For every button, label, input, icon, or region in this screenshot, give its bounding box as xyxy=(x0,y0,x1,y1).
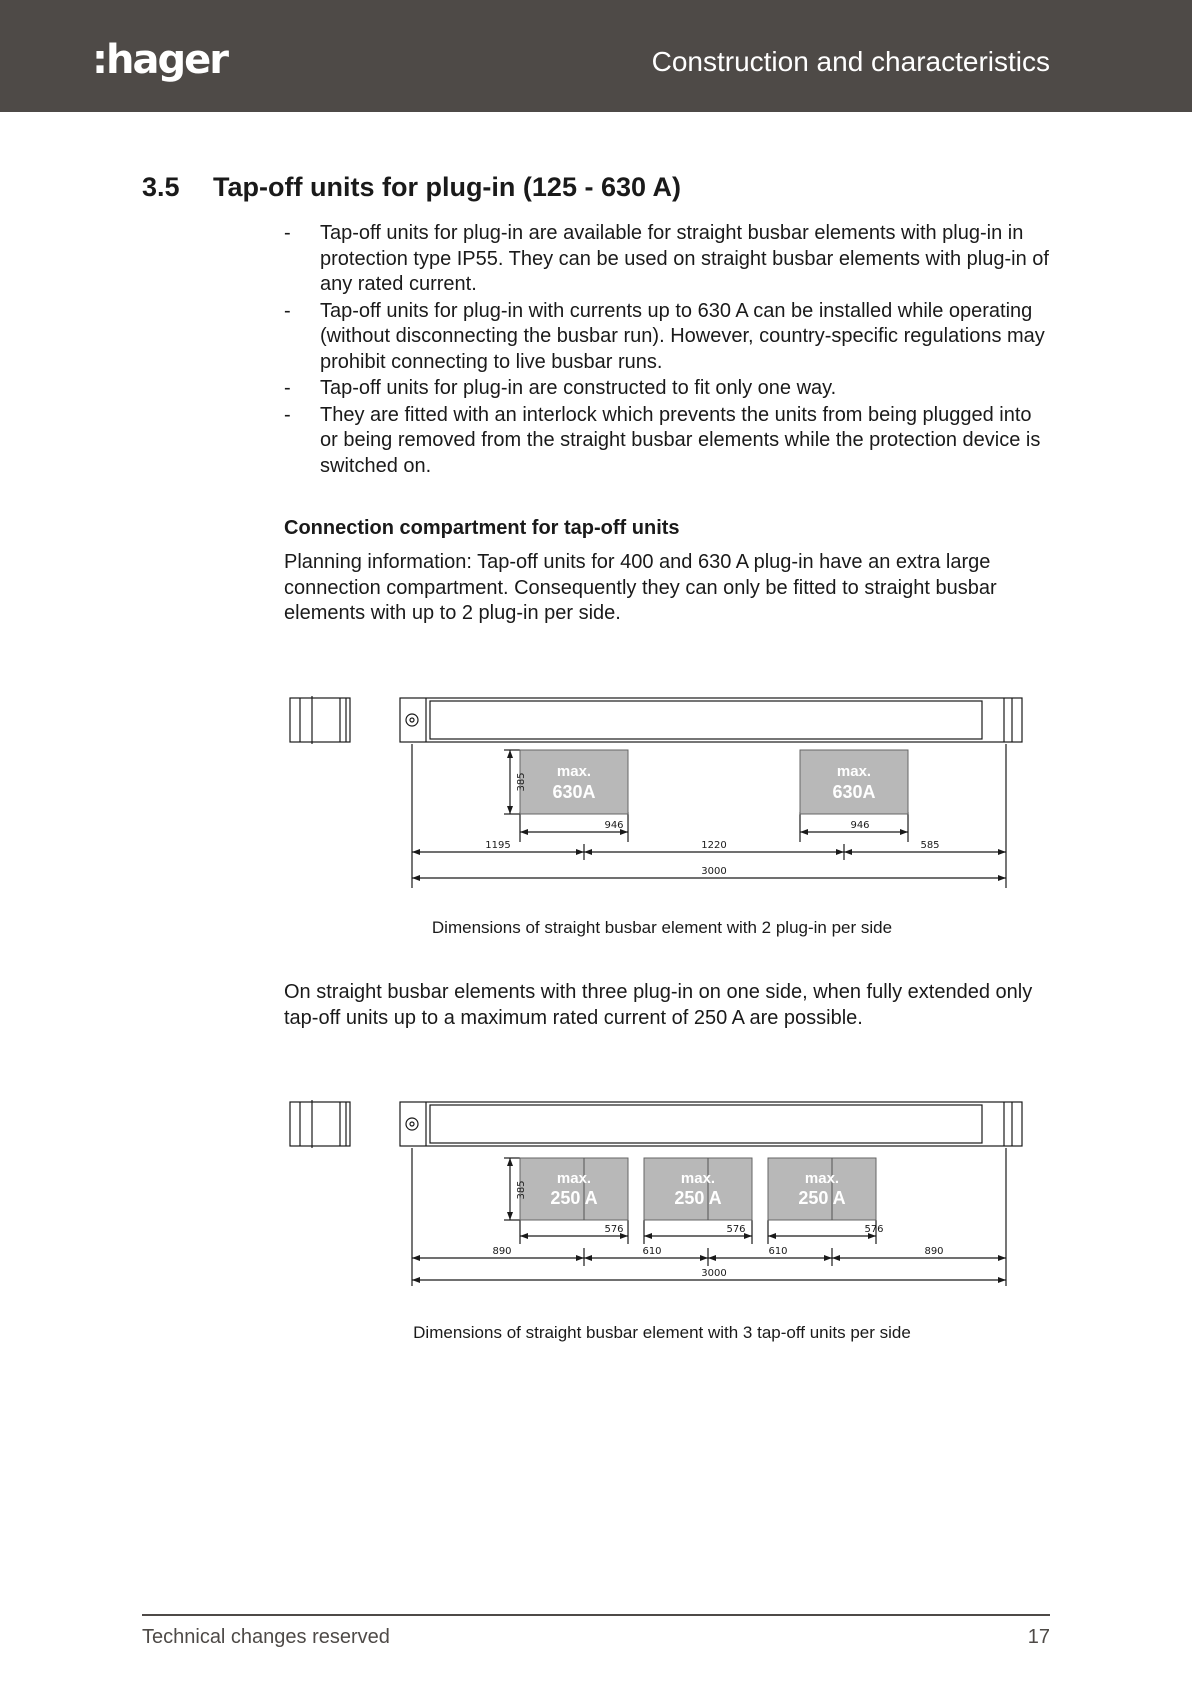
list-item xyxy=(284,299,1054,376)
figure-three-plugin xyxy=(284,1050,1040,1290)
box-label-max: max. xyxy=(804,1170,840,1187)
dim-height-label: 385 xyxy=(516,1180,527,1200)
bullet-dash: - xyxy=(284,222,291,244)
list-item-text: Tap-off units for plug-in are constructed to fit only one way. xyxy=(320,377,837,399)
hager-logo: :hager xyxy=(92,37,227,83)
section-heading xyxy=(142,171,681,203)
busbar-drawing-2-plugin xyxy=(284,646,1040,896)
busbar-body xyxy=(400,1102,1022,1146)
list-item-text: Tap-off units for plug-in with currents up to 630 A can be installed while operating (without disconnecting the busbar run). However, country-specific regulations may prohibit connecting to live busbar runs. xyxy=(320,299,1045,373)
header-title: Construction and characteristics xyxy=(651,46,1050,77)
footer-divider xyxy=(142,1614,1050,1616)
list-item-text: Tap-off units for plug-in are available for straight busbar elements with plug-in in protection type IP55. They can be used on straight busbar elements with plug-in of any rated current. xyxy=(320,222,1049,295)
planning-paragraph: Planning information: Tap-off units for 400 and 630 A plug-in have an extra large connection compartment. Consequently they can only be fitted to straight busbar elements with up to 2 plug-in per side. xyxy=(284,551,997,624)
dim-left-label: 1195 xyxy=(485,840,511,851)
dim-width-label: 576 xyxy=(864,1224,884,1235)
box-label-current: 630A xyxy=(552,782,596,802)
figure-two-plugin xyxy=(284,646,1040,896)
bullet-dash: - xyxy=(284,377,291,399)
dim-width-label: 946 xyxy=(604,820,624,831)
list-item xyxy=(284,376,1054,402)
figure-caption-2: Dimensions of straight busbar element with 3 tap-off units per side xyxy=(413,1323,911,1342)
box-label-current: 630A xyxy=(832,782,876,802)
dim-width-label: 576 xyxy=(604,1224,624,1235)
box-label-max: max. xyxy=(680,1170,716,1187)
busbar-drawing-3-plugin xyxy=(284,1050,1040,1290)
dim-width-label: 946 xyxy=(850,820,870,831)
dim-middle-label: 1220 xyxy=(701,840,727,851)
dim-right-label: 585 xyxy=(920,840,940,851)
bullet-dash: - xyxy=(284,299,291,322)
box-label-current: 250 A xyxy=(798,1188,846,1208)
dim-height-label: 385 xyxy=(516,772,527,792)
end-connector xyxy=(290,1102,350,1146)
list-item xyxy=(284,221,1054,298)
busbar-body xyxy=(400,698,1022,742)
bullet-dash: - xyxy=(284,403,291,426)
dim-middle-label: 610 xyxy=(642,1246,662,1257)
fixing-screw-icon xyxy=(406,1118,418,1130)
page-header xyxy=(0,0,1192,112)
box-label-max: max. xyxy=(556,1170,592,1187)
three-plugin-paragraph: On straight busbar elements with three plug-in on one side, when fully extended only tap-off units up to a maximum rated current of 250 A are possible. xyxy=(284,981,1033,1029)
box-label-max: max. xyxy=(556,763,592,780)
dim-total-label: 3000 xyxy=(701,866,727,877)
page-number: 17 xyxy=(1027,1626,1050,1648)
box-label-current: 250 A xyxy=(550,1188,598,1208)
fixing-screw-icon xyxy=(406,714,418,726)
section-title: Tap-off units for plug-in (125 - 630 A) xyxy=(213,172,681,202)
section-number: 3.5 xyxy=(142,172,180,202)
dim-right-label: 890 xyxy=(924,1246,944,1257)
end-connector xyxy=(290,698,350,742)
feature-list xyxy=(284,221,1054,480)
footer-note: Technical changes reserved xyxy=(142,1626,390,1648)
figure-caption-1: Dimensions of straight busbar element with 2 plug-in per side xyxy=(431,918,893,937)
dim-total-label: 3000 xyxy=(701,1268,727,1279)
list-item xyxy=(284,403,1054,480)
box-label-current: 250 A xyxy=(674,1188,722,1208)
dim-left-label: 890 xyxy=(492,1246,512,1257)
box-label-max: max. xyxy=(836,763,872,780)
dim-middle-label: 610 xyxy=(768,1246,788,1257)
dim-width-label: 576 xyxy=(726,1224,746,1235)
list-item-text: They are fitted with an interlock which prevents the units from being plugged into or being removed from the straight busbar elements while the protection device is switched on. xyxy=(320,403,1041,477)
connection-compartment-heading: Connection compartment for tap-off units xyxy=(284,517,680,539)
